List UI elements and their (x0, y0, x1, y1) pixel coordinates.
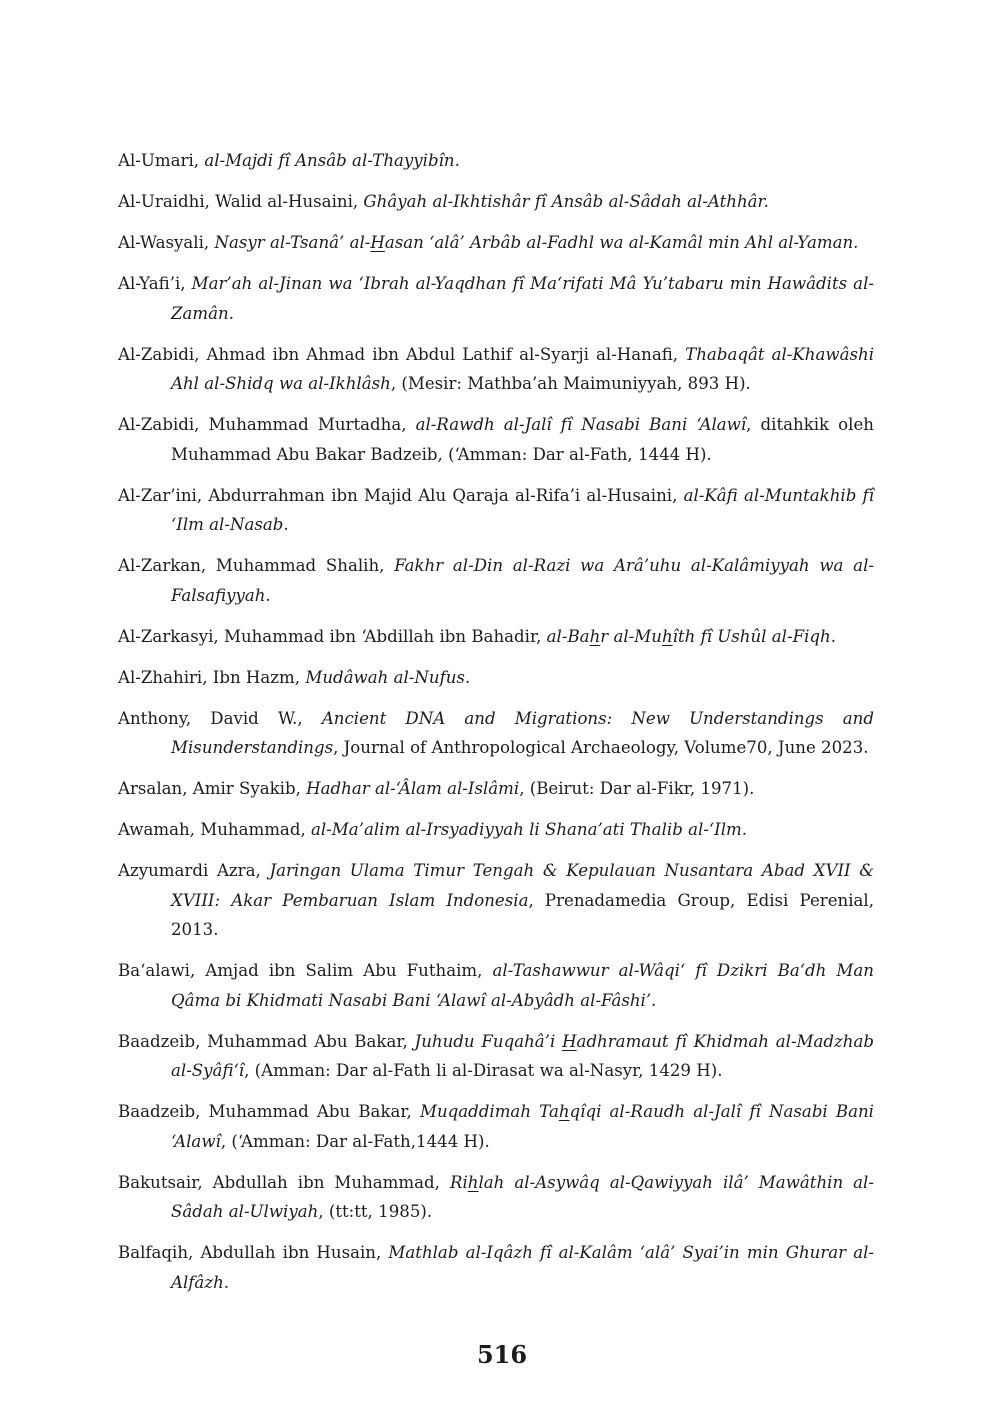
entry-text-segment: Baadzeib, Muhammad Abu Bakar, (118, 1102, 420, 1121)
entry-title-segment: Ri (449, 1172, 468, 1192)
bibliography-entry (118, 1027, 874, 1086)
entry-title-segment: Fakhr al-Din al-Razi wa Arâ’uhu al-Kalâmiyyah wa al-Falsafiyyah. (171, 556, 874, 605)
bibliography-entry (118, 187, 874, 217)
bibliography-entry (118, 269, 874, 328)
entry-title-segment: al-Kâfi al-Muntakhib fî ‘Ilm al-Nasab. (171, 485, 875, 534)
entry-title-segment: H (562, 1031, 577, 1051)
entry-title-segment: Ghâyah al-Ikhtishâr fî Ansâb al-Sâdah al-Athhâr. (363, 192, 769, 211)
bibliography-entry (118, 774, 874, 804)
page-number: 516 (476, 1340, 528, 1369)
bibliography-entry (118, 956, 874, 1015)
entry-title-segment: al-Ba (546, 626, 590, 646)
entry-text-segment: Al-Yafi’i, (118, 274, 192, 293)
entry-text-segment: Al-Zabidi, Muhammad Murtadha, (118, 415, 416, 434)
entry-text-segment: Al-Zarkan, Muhammad Shalih, (118, 556, 395, 575)
entry-title-segment: h (467, 1172, 479, 1192)
bibliography-entry (118, 704, 874, 763)
entry-title-segment: asan ‘alâ’ Arbâb al-Fadhl wa al-Kamâl min Ahl al-Yaman. (384, 233, 859, 252)
bibliography-entry (118, 146, 874, 176)
bibliography-entry (118, 622, 874, 652)
entry-title-segment: Ancient DNA and Migrations: New Understandings and Misunderstandings (171, 708, 874, 757)
entry-title-segment: h (589, 626, 601, 646)
entry-title-segment: r al-Mu (600, 626, 662, 646)
entry-text-segment: , (Mesir: Mathba’ah Maimuniyyah, 893 H). (390, 374, 751, 393)
entry-title-segment: Juhudu Fuqahâ’i (414, 1031, 563, 1051)
entry-text-segment: , ditahkik oleh Muhammad Abu Bakar Badzeib, (‘Amman: Dar al-Fath, 1444 H). (171, 415, 874, 464)
bibliography-entry (118, 1168, 874, 1227)
entry-title-segment: al-Majdi fî Ansâb al-Thayyibîn. (204, 151, 460, 170)
entry-text-segment: Al-Wasyali, (118, 233, 215, 252)
entry-title-segment: Mar’ah al-Jinan wa ‘Ibrah al-Yaqdhan fî Ma‘rifati Mâ Yu’tabaru min Hawâdits al-Zamân. (171, 274, 874, 323)
bibliography-list (118, 146, 874, 1309)
entry-text-segment: , (Beirut: Dar al-Fikr, 1971). (519, 779, 755, 798)
entry-text-segment: Al-Zar’ini, Abdurrahman ibn Majid Alu Qaraja al-Rifa’i al-Husaini, (118, 485, 684, 505)
entry-title-segment: qîqi al-Raudh al-Jalî fî Nasabi Bani ‘Alawî (171, 1102, 874, 1151)
entry-text-segment: Al-Zabidi, Ahmad ibn Ahmad ibn Abdul Lathif al-Syarji al-Hanafi, (118, 344, 686, 364)
entry-text-segment: Balfaqih, Abdullah ibn Husain, (118, 1243, 389, 1262)
entry-title-segment: adhramaut fî Khidmah al-Madzhab al-Syâfi‘î (171, 1031, 875, 1080)
entry-text-segment: Awamah, Muhammad, (118, 820, 311, 839)
bibliography-entry (118, 1238, 874, 1297)
entry-text-segment: , (Amman: Dar al-Fath li al-Dirasat wa al-Nasyr, 1429 H). (244, 1061, 723, 1080)
entry-text-segment: Al-Umari, (118, 151, 205, 170)
entry-title-segment: h (558, 1102, 570, 1121)
entry-title-segment: Muqaddimah Ta (419, 1102, 559, 1121)
entry-text-segment: , (‘Amman: Dar al-Fath,1444 H). (220, 1131, 490, 1151)
entry-text-segment: Arsalan, Amir Syakib, (118, 779, 307, 798)
bibliography-entry (118, 340, 874, 399)
entry-title-segment: al-Ma’alim al-Irsyadiyyah li Shana’ati Thalib al-‘Ilm. (311, 820, 748, 839)
bibliography-entry (118, 551, 874, 610)
entry-title-segment: al-Rawdh al-Jalî fî Nasabi Bani ‘Alawî (415, 415, 747, 434)
entry-title-segment: Jaringan Ulama Timur Tengah & Kepulauan Nusantara Abad XVII & XVIII: Akar Pembaruan Islam Indonesia (171, 861, 875, 910)
entry-title-segment: Mudâwah al-Nufus. (305, 667, 471, 687)
entry-title-segment: Nasyr al-Tsanâ’ al- (214, 233, 371, 252)
bibliography-entry (118, 481, 874, 540)
entry-title-segment: lah al-Asywâq al-Qawiyyah ilâ’ Mawâthin al-Sâdah al-Ulwiyah (171, 1172, 874, 1221)
entry-text-segment: , Prenadamedia Group, Edisi Perenial, 2013. (171, 890, 874, 939)
entry-title-segment: Hadhar al-‘Âlam al-Islâmi (306, 779, 520, 798)
bibliography-entry (118, 856, 874, 945)
entry-text-segment: , Journal of Anthropological Archaeology, Volume70, June 2023. (333, 738, 869, 757)
bibliography-entry (118, 1097, 874, 1156)
entry-text-segment: Al-Uraidhi, Walid al-Husaini, (118, 192, 364, 211)
entry-text-segment: Baadzeib, Muhammad Abu Bakar, (118, 1031, 415, 1051)
entry-title-segment: Thabaqât al-Khawâshi Ahl al-Shidq wa al-Ikhlâsh (171, 344, 874, 393)
entry-title-segment: al-Tashawwur al-Wâqi‘ fî Dzikri Ba‘dh Man Qâma bi Khidmati Nasabi Bani ‘Alawî al-Abyâdh al-Fâshi’. (171, 961, 874, 1010)
entry-text-segment: Bakutsair, Abdullah ibn Muhammad, (118, 1172, 450, 1192)
entry-text-segment: Al-Zhahiri, Ibn Hazm, (118, 667, 306, 687)
bibliography-entry (118, 663, 874, 693)
bibliography-entry (118, 228, 874, 258)
entry-title-segment: H (370, 233, 385, 252)
entry-text-segment: , (tt:tt, 1985). (318, 1202, 433, 1221)
entry-title-segment: Mathlab al-Iqâzh fî al-Kalâm ‘alâ’ Syai’in min Ghurar al-Alfâzh. (171, 1243, 875, 1292)
entry-text-segment: Ba‘alawi, Amjad ibn Salim Abu Futhaim, (118, 961, 493, 980)
bibliography-entry (118, 410, 874, 469)
bibliography-entry (118, 815, 874, 845)
entry-title-segment: îth fî Ushûl al-Fiqh. (672, 626, 836, 646)
entry-text-segment: Anthony, David W., (118, 708, 322, 728)
entry-text-segment: Azyumardi Azra, (118, 861, 270, 880)
entry-title-segment: h (661, 626, 673, 646)
entry-text-segment: Al-Zarkasyi, Muhammad ibn ‘Abdillah ibn Bahadir, (118, 626, 547, 646)
